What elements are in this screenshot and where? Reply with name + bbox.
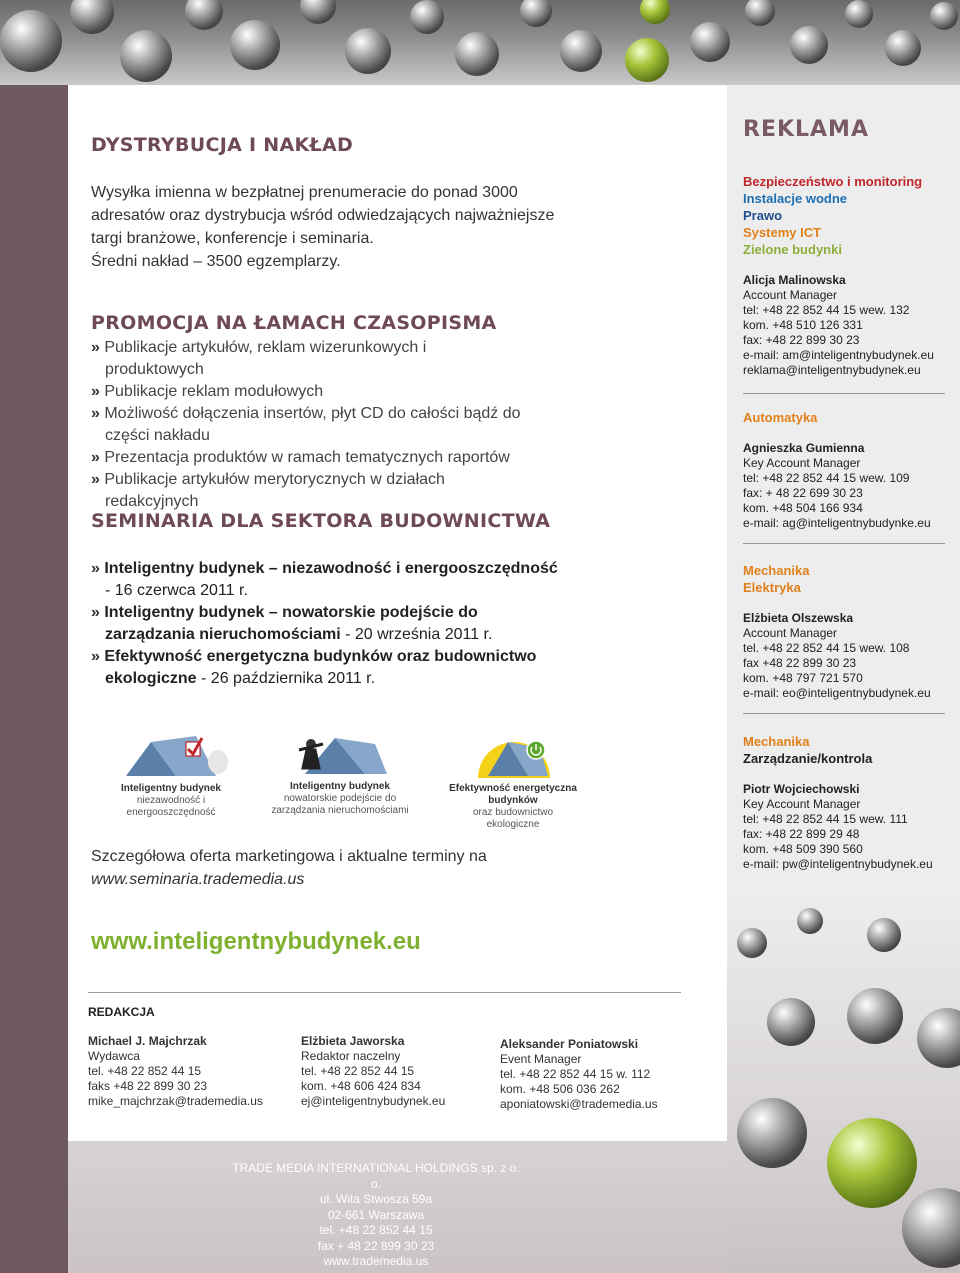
logo-title: Inteligentny budynek xyxy=(289,781,390,792)
contact-mobile: kom. +48 797 721 570 xyxy=(743,671,863,685)
editor-phone: tel. +48 22 852 44 15 xyxy=(88,1064,202,1078)
address-line: tel. +48 22 852 44 15 xyxy=(319,1223,433,1237)
editor-card xyxy=(301,1034,491,1109)
list-item: » Prezentacja produktów w ramach tematycznych raportów xyxy=(91,449,510,466)
ads-block-1 xyxy=(743,173,948,378)
logo-title: Efektywność energetyczna budynków xyxy=(449,783,577,806)
bottom-spheres-photo xyxy=(727,888,960,1273)
editor-card xyxy=(500,1037,700,1112)
contact-phone: tel: +48 22 852 44 15 wew. 132 xyxy=(743,303,910,317)
logo-title: Inteligentny budynek xyxy=(120,783,221,794)
contact-name: Elżbieta Olszewska xyxy=(743,611,854,625)
contact-fax: fax: +48 22 899 30 23 xyxy=(743,333,860,347)
contact-card xyxy=(743,441,948,531)
publisher-address xyxy=(226,1161,526,1270)
category-label: Zielone budynki xyxy=(743,242,842,257)
address-line: ul. Wita Stwosza 59a xyxy=(319,1192,433,1206)
editor-mobile: kom. +48 506 036 262 xyxy=(500,1082,620,1096)
seminars-list xyxy=(91,558,561,690)
header-spheres-photo xyxy=(0,0,960,85)
editor-mobile: kom. +48 606 424 834 xyxy=(301,1079,421,1093)
editor-role: Wydawca xyxy=(88,1049,140,1063)
contact-email[interactable]: e-mail: ag@inteligentnybudynke.eu xyxy=(743,516,931,530)
seminars-heading: SEMINARIA DLA SEKTORA BUDOWNICTWA xyxy=(91,510,551,532)
distribution-line: targi branżowe, konferencje i seminaria. xyxy=(91,230,374,247)
editor-email[interactable]: ej@inteligentnybudynek.eu xyxy=(301,1094,446,1108)
logo-subtitle: oraz budownictwo ekologiczne xyxy=(472,807,554,830)
seminar-logo-2 xyxy=(265,730,415,817)
contact-email[interactable]: e-mail: pw@inteligentnybudynek.eu xyxy=(743,857,933,871)
promo-list xyxy=(91,337,521,513)
category-label: Elektryka xyxy=(743,580,801,595)
ads-block-3 xyxy=(743,562,948,701)
category-label: Instalacje wodne xyxy=(743,191,848,206)
editor-role: Redaktor naczelny xyxy=(301,1049,401,1063)
contact-card xyxy=(743,782,948,872)
category-label: Mechanika xyxy=(743,563,810,578)
distribution-line: adresatów oraz dystrybucja wśród odwiedzających najważniejsze xyxy=(91,207,555,224)
editor-phone: tel. +48 22 852 44 15 xyxy=(301,1064,415,1078)
site-url-link[interactable]: www.inteligentnybudynek.eu xyxy=(91,928,421,955)
editor-name: Aleksander Poniatowski xyxy=(500,1037,639,1051)
building-icon xyxy=(106,732,236,778)
contact-phone: tel: +48 22 852 44 15 wew. 111 xyxy=(743,812,908,826)
seminar-logo-3 xyxy=(448,728,578,831)
seminar-item: » Inteligentny budynek – nowatorskie podejście do zarządzania nieruchomościami - 20 września 2011 r. xyxy=(91,604,493,643)
contact-role: Account Manager xyxy=(743,626,838,640)
ads-block-2 xyxy=(743,409,948,531)
seminar-logo-1 xyxy=(96,732,246,819)
contact-mobile: kom. +48 504 166 934 xyxy=(743,501,863,515)
left-accent-band xyxy=(0,85,68,1273)
seminar-item: » Inteligentny budynek – niezawodność i energooszczędność - 16 czerwca 2011 r. xyxy=(91,560,558,599)
offer-text: Szczegółowa oferta marketingowa i aktualne terminy na xyxy=(91,848,487,865)
contact-fax: fax: +48 22 899 29 48 xyxy=(743,827,860,841)
publisher-website[interactable]: www.trademedia.us xyxy=(323,1254,429,1268)
divider xyxy=(743,393,945,394)
category-label: Prawo xyxy=(743,208,783,223)
divider xyxy=(743,543,945,544)
seminar-item: » Efektywność energetyczna budynków oraz budownictwo ekologiczne - 26 października 2011 r. xyxy=(91,648,537,687)
contact-phone: tel. +48 22 852 44 15 wew. 108 xyxy=(743,641,910,655)
contact-mobile: kom. +48 509 390 560 xyxy=(743,842,863,856)
distribution-line: Wysyłka imienna w bezpłatnej prenumeracie do ponad 3000 xyxy=(91,184,518,201)
logo-subtitle: niezawodność i energooszczędność xyxy=(126,795,216,818)
contact-name: Piotr Wojciechowski xyxy=(743,782,860,796)
divider xyxy=(88,992,681,993)
contact-role: Account Manager xyxy=(743,288,838,302)
distribution-text xyxy=(91,181,611,273)
contact-email[interactable]: reklama@inteligentnybudynek.eu xyxy=(743,363,921,377)
publisher-name: TRADE MEDIA INTERNATIONAL HOLDINGS sp. z o. o. xyxy=(232,1161,520,1191)
contact-email[interactable]: e-mail: eo@inteligentnybudynek.eu xyxy=(743,686,931,700)
logo-subtitle: nowatorskie podejście do zarządzania nieruchomościami xyxy=(271,793,409,816)
editor-card xyxy=(88,1034,288,1109)
contact-role: Key Account Manager xyxy=(743,797,861,811)
list-item: » Publikacje artykułów merytorycznych w działach redakcyjnych xyxy=(91,471,445,510)
divider xyxy=(743,713,945,714)
list-item: » Publikacje reklam modułowych xyxy=(91,383,324,400)
category-label: Automatyka xyxy=(743,410,818,425)
building-icon xyxy=(448,728,578,778)
editor-name: Elżbieta Jaworska xyxy=(301,1034,405,1048)
offer-link[interactable]: www.seminaria.trademedia.us xyxy=(91,871,305,888)
contact-name: Alicja Malinowska xyxy=(743,273,846,287)
contact-mobile: kom. +48 510 126 331 xyxy=(743,318,863,332)
contact-email[interactable]: e-mail: am@inteligentnybudynek.eu xyxy=(743,348,934,362)
contact-phone: tel: +48 22 852 44 15 wew. 109 xyxy=(743,471,910,485)
contact-fax: fax +48 22 899 30 23 xyxy=(743,656,857,670)
editor-role: Event Manager xyxy=(500,1052,582,1066)
contact-fax: fax: + 48 22 699 30 23 xyxy=(743,486,863,500)
editor-phone: tel. +48 22 852 44 15 w. 112 xyxy=(500,1067,651,1081)
ads-block-4 xyxy=(743,733,948,872)
list-item: » Możliwość dołączenia insertów, płyt CD do całości bądź do części nakładu xyxy=(91,405,521,444)
contact-card xyxy=(743,611,948,701)
list-item: » Publikacje artykułów, reklam wizerunkowych i produktowych xyxy=(91,339,427,378)
distribution-line: Średni nakład – 3500 egzemplarzy. xyxy=(91,253,341,270)
distribution-heading: DYSTRYBUCJA I NAKŁAD xyxy=(91,134,354,156)
category-label: Systemy ICT xyxy=(743,225,822,240)
editorial-heading: REDAKCJA xyxy=(88,1005,155,1019)
category-label: Bezpieczeństwo i monitoring xyxy=(743,174,923,189)
address-line: fax + 48 22 899 30 23 xyxy=(317,1238,435,1253)
ads-heading: REKLAMA xyxy=(743,117,869,142)
address-line: 02-661 Warszawa xyxy=(327,1207,425,1222)
offer-note xyxy=(91,845,487,891)
building-icon xyxy=(275,730,405,776)
editor-fax: faks +48 22 899 30 23 xyxy=(88,1079,208,1093)
contact-card xyxy=(743,273,948,378)
editor-name: Michael J. Majchrzak xyxy=(88,1034,207,1048)
contact-name: Agnieszka Gumienna xyxy=(743,441,865,455)
editor-email[interactable]: mike_majchrzak@trademedia.us xyxy=(88,1094,263,1108)
category-label: Zarządzanie/kontrola xyxy=(743,751,873,766)
contact-role: Key Account Manager xyxy=(743,456,861,470)
category-label: Mechanika xyxy=(743,734,810,749)
promo-heading: PROMOCJA NA ŁAMACH CZASOPISMA xyxy=(91,312,497,334)
editor-email[interactable]: aponiatowski@trademedia.us xyxy=(500,1097,658,1111)
